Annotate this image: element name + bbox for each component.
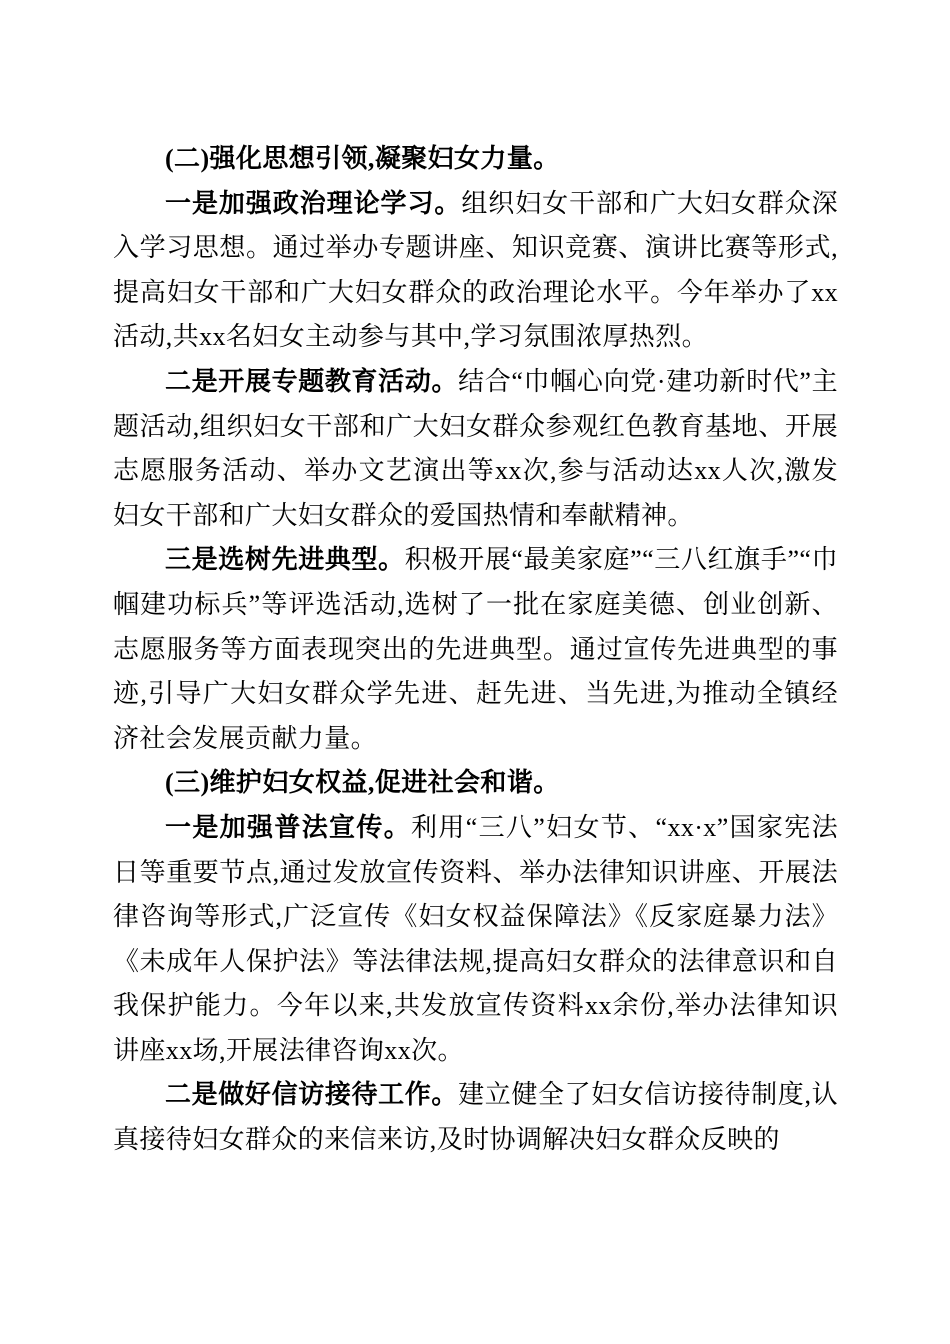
paragraph-political-theory-lead: 一是加强政治理论学习。 (165, 188, 462, 218)
paragraph-petition-reception (113, 1073, 838, 1162)
section-heading-3 (113, 761, 838, 806)
paragraph-petition-reception-lead: 二是做好信访接待工作。 (165, 1080, 459, 1110)
section-heading-3-text: (三)维护妇女权益,促进社会和谐。 (165, 768, 560, 798)
paragraph-themed-education-body: 结合“巾帼心向党·建功新时代”主题活动,组织妇女干部和广大妇女群众参观红色教育基地、开展志愿服务活动、举办文艺演出等xx次,参与活动达xx人次,激发妇女干部和广大妇女群众的爱国热情和奉献精神。 (113, 366, 839, 530)
paragraph-role-models (113, 538, 838, 761)
paragraph-role-models-body: 积极开展“最美家庭”“三八红旗手”“巾帼建功标兵”等评选活动,选树了一批在家庭美德、创业创新、志愿服务等方面表现突出的先进典型。通过宣传先进典型的事迹,引导广大妇女群众学先进、赶先进、当先进,为推动全镇经济社会发展贡献力量。 (113, 545, 838, 753)
section-heading-2 (113, 137, 838, 182)
paragraph-law-publicity-body: 利用“三八”妇女节、“xx·x”国家宪法日等重要节点,通过发放宣传资料、举办法律知识讲座、开展法律咨询等形式,广泛宣传《妇女权益保障法》《反家庭暴力法》《未成年人保护法》等法律法规,提高妇女群众的法律意识和自我保护能力。今年以来,共发放宣传资料xx余份,举办法律知识讲座xx场,开展法律咨询xx次。 (113, 812, 838, 1065)
paragraph-themed-education (113, 360, 838, 538)
paragraph-law-publicity (113, 806, 838, 1074)
paragraph-role-models-lead: 三是选树先进典型。 (165, 545, 405, 575)
paragraph-political-theory-body: 组织妇女干部和广大妇女群众深入学习思想。通过举办专题讲座、知识竞赛、演讲比赛等形式,提高妇女干部和广大妇女群众的政治理论水平。今年举办了xx活动,共xx名妇女主动参与其中,学习氛围浓厚热烈。 (113, 188, 838, 352)
document-content (113, 137, 838, 1163)
section-heading-2-text: (二)强化思想引领,凝聚妇女力量。 (165, 144, 560, 173)
paragraph-themed-education-lead: 二是开展专题教育活动。 (165, 366, 459, 396)
paragraph-political-theory (113, 182, 838, 360)
paragraph-law-publicity-lead: 一是加强普法宣传。 (165, 812, 412, 842)
paragraph-petition-reception-body: 建立健全了妇女信访接待制度,认真接待妇女群众的来信来访,及时协调解决妇女群众反映的 (113, 1080, 838, 1155)
